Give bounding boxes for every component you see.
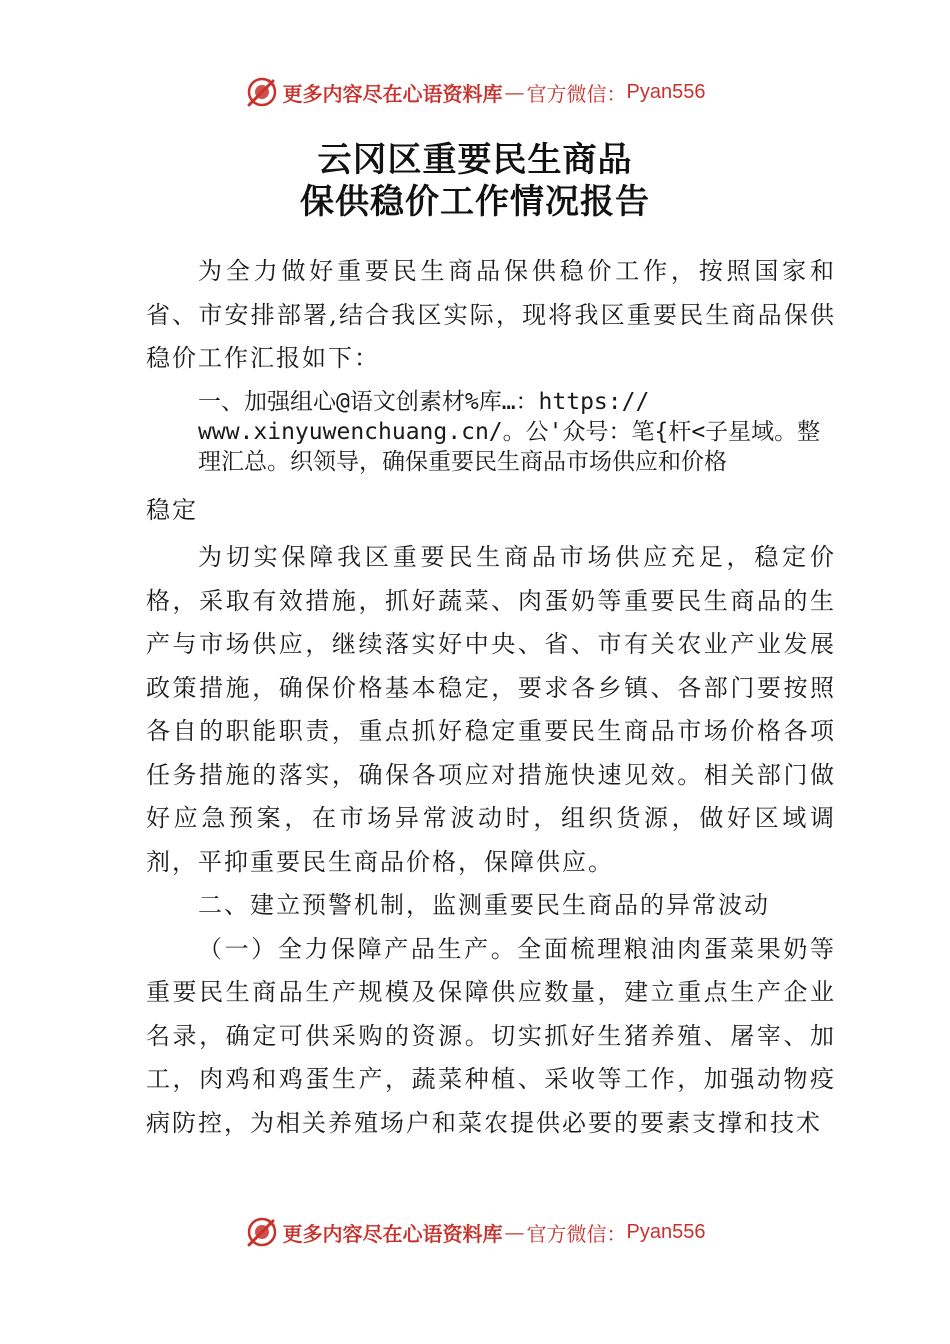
section1-line2: www.xinyuwenchuang.cn/。公'众号：笔{杆<子星域。整 [198,418,821,445]
pen-logo-icon [245,75,279,109]
watermark-wechat-label: 官方微信： [526,81,627,106]
section1-line1: 一、加强组心@语文创素材%库…：https:// [198,388,650,415]
document-title-line2: 保供稳价工作情况报告 [300,182,650,222]
paragraph-1: 为切实保障我区重要民生商品市场供应充足，稳定价格，采取有效措施，抓好蔬菜、肉蛋奶等重要民生商品的生产与市场供应，继续落实好中央、省、市有关农业产业发展政策措施，确保价格基本稳定，要求各乡镇、各部门要按照各自的职能职责，重点抓好稳定重要民生商品市场价格各项任务措施的落实，确保各项应对措施快速见效。相关部门做好应急预案，在市场异常波动时，组织货源，做好区域调剂，平抑重要民生商品价格，保障供应。 [146,543,836,876]
section2-heading: 二、建立预警机制，监测重要民生商品的异常波动 [198,891,770,919]
watermark-separator: — [504,1220,525,1244]
watermark-wechat-label: 官方微信： [526,1221,627,1246]
watermark-wechat-id: Pyan556 [626,1220,706,1243]
pen-logo-icon [245,1215,279,1249]
intro-paragraph: 为全力做好重要民生商品保供稳价工作，按照国家和省、市安排部署,结合我区实际，现将我区重要民生商品保供稳价工作汇报如下： [146,257,836,372]
section1-heading [146,387,836,477]
document-title-line1: 云冈区重要民生商品 [317,140,633,180]
footer-watermark [0,1212,950,1252]
watermark-brand: 更多内容尽在心语资料库 [282,1221,503,1246]
document-body [146,250,836,1145]
watermark-wechat-id: Pyan556 [626,80,706,103]
watermark-brand: 更多内容尽在心语资料库 [282,81,503,106]
section1-line3: 理汇总。织领导，确保重要民生商品市场供应和价格 [198,448,727,475]
paragraph-2: （一）全力保障产品生产。全面梳理粮油肉蛋菜果奶等重要民生商品生产规模及保障供应数量，建立重点生产企业名录，确定可供采购的资源。切实抓好生猪养殖、屠宰、加工，肉鸡和鸡蛋生产，蔬菜种植、采收等工作，加强动物疫病防控，为相关养殖场户和菜农提供必要的要素支撑和技术 [146,934,836,1137]
watermark-separator: — [504,80,525,104]
section1-tail: 稳定 [146,495,198,524]
header-watermark [0,72,950,112]
